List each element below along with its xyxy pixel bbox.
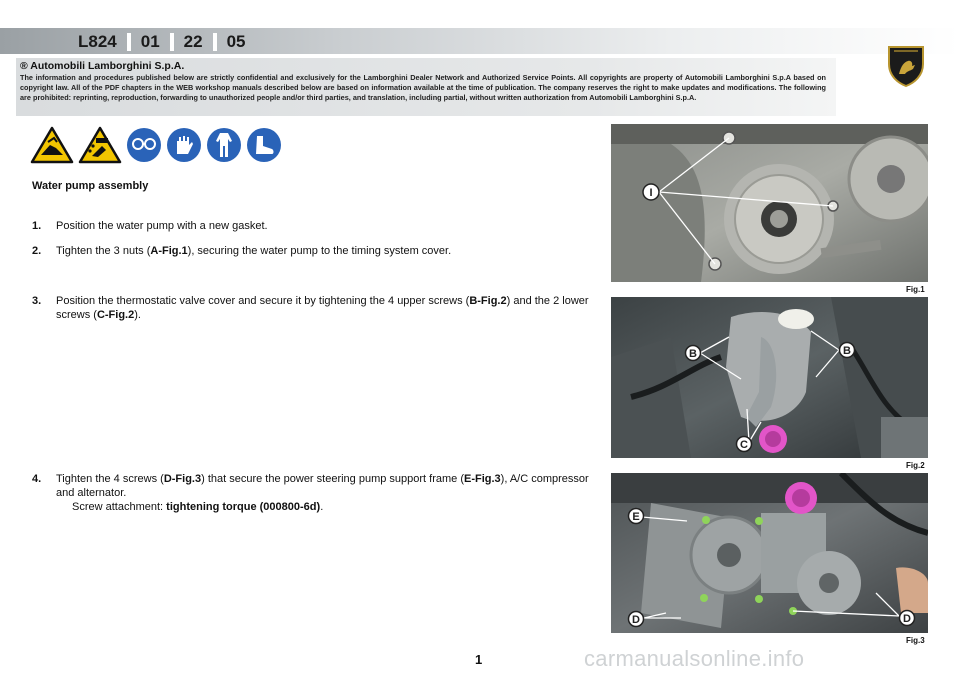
code-separator xyxy=(170,33,174,51)
step-text: Tighten the 4 screws (D-Fig.3) that secure the power steering pump support frame (E-Fig.3), A/C compressor and alternator. xyxy=(56,473,589,499)
hot-liquid-warning-icon xyxy=(78,126,122,164)
reference-c-fig2: C-Fig.2 xyxy=(96,309,135,321)
legal-notice-title: ® Automobili Lamborghini S.p.A. xyxy=(20,60,185,72)
section-title: Water pump assembly xyxy=(32,180,149,192)
step-text: Position the thermostatic valve cover and secure it by tightening the 4 upper screws (B-Fig.2) and the 2 lower screws (C-Fig.2). xyxy=(56,295,589,321)
code-separator xyxy=(213,33,217,51)
reference-a-fig1: A-Fig.1 xyxy=(150,245,188,257)
step-number: 2. xyxy=(32,245,42,257)
code-model: L824 xyxy=(78,32,117,51)
code-section: 05 xyxy=(226,32,246,51)
fig1-photo xyxy=(611,124,928,282)
step-3 xyxy=(32,294,602,322)
fig3-callout-e-label: E xyxy=(632,511,640,523)
step-1 xyxy=(32,219,602,233)
torque-reference: tightening torque (000800-6d) xyxy=(166,501,321,513)
step-text: Position the water pump with a new gasket. xyxy=(56,220,268,232)
safety-shoes-icon xyxy=(246,127,282,163)
fig2-photo xyxy=(611,297,928,458)
fig3-callout-d-right-label: D xyxy=(903,613,911,625)
safety-goggles-icon xyxy=(126,127,162,163)
watermark: carmanualsonline.info xyxy=(584,646,805,671)
code-group: 01 xyxy=(140,32,160,51)
overalls-icon xyxy=(206,127,242,163)
code-subgroup: 22 xyxy=(183,32,203,51)
fig1-callout-i-label: I xyxy=(649,187,653,199)
step-subtext: Screw attachment: tightening torque (000800-6d). xyxy=(72,501,324,513)
step-number: 1. xyxy=(32,220,42,232)
fig2-callout-c-label: C xyxy=(740,439,748,451)
step-number: 4. xyxy=(32,473,42,485)
reference-e-fig3: E-Fig.3 xyxy=(464,473,501,485)
document-code xyxy=(70,32,254,52)
page-number: 1 xyxy=(475,652,483,667)
step-number: 3. xyxy=(32,295,42,307)
fig3-photo xyxy=(611,473,928,633)
step-2 xyxy=(32,244,602,258)
reference-d-fig3: D-Fig.3 xyxy=(163,473,202,485)
fig2-callout-b-left-label: B xyxy=(689,348,697,360)
safety-icons xyxy=(30,126,282,164)
reference-b-fig2: B-Fig.2 xyxy=(469,295,507,307)
lamborghini-shield-icon xyxy=(886,44,926,88)
fig1-label: Fig.1 xyxy=(906,285,925,294)
legal-notice-text: The information and procedures published below are strictly confidential and exclusively for the Lamborghini Dealer Network and Authorized Service Points. All copyrights are property of Automobili Lamborghini S.p.A based on copyright law. All of the PDF chapters in the WEB workshop manuals described below are based on information available at the time of publication. The company reserves the right to make updates and modifications. The following are prohibited: reprinting, reproduction, forwarding to unauthorized people and/or third parties, and translation, including partial, without written authorization from Automobili Lamborghini S.p.A. xyxy=(20,73,826,102)
hand-crush-warning-icon xyxy=(30,126,74,164)
fig3-label: Fig.3 xyxy=(906,636,925,645)
fig2-label: Fig.2 xyxy=(906,461,925,470)
step-text: Tighten the 3 nuts (A-Fig.1), securing the water pump to the timing system cover. xyxy=(56,245,452,257)
protective-gloves-icon xyxy=(166,127,202,163)
fig2-callout-b-right-label: B xyxy=(843,345,851,357)
step-4 xyxy=(32,472,602,514)
code-separator xyxy=(127,33,131,51)
fig3-callout-d-left-label: D xyxy=(632,614,640,626)
